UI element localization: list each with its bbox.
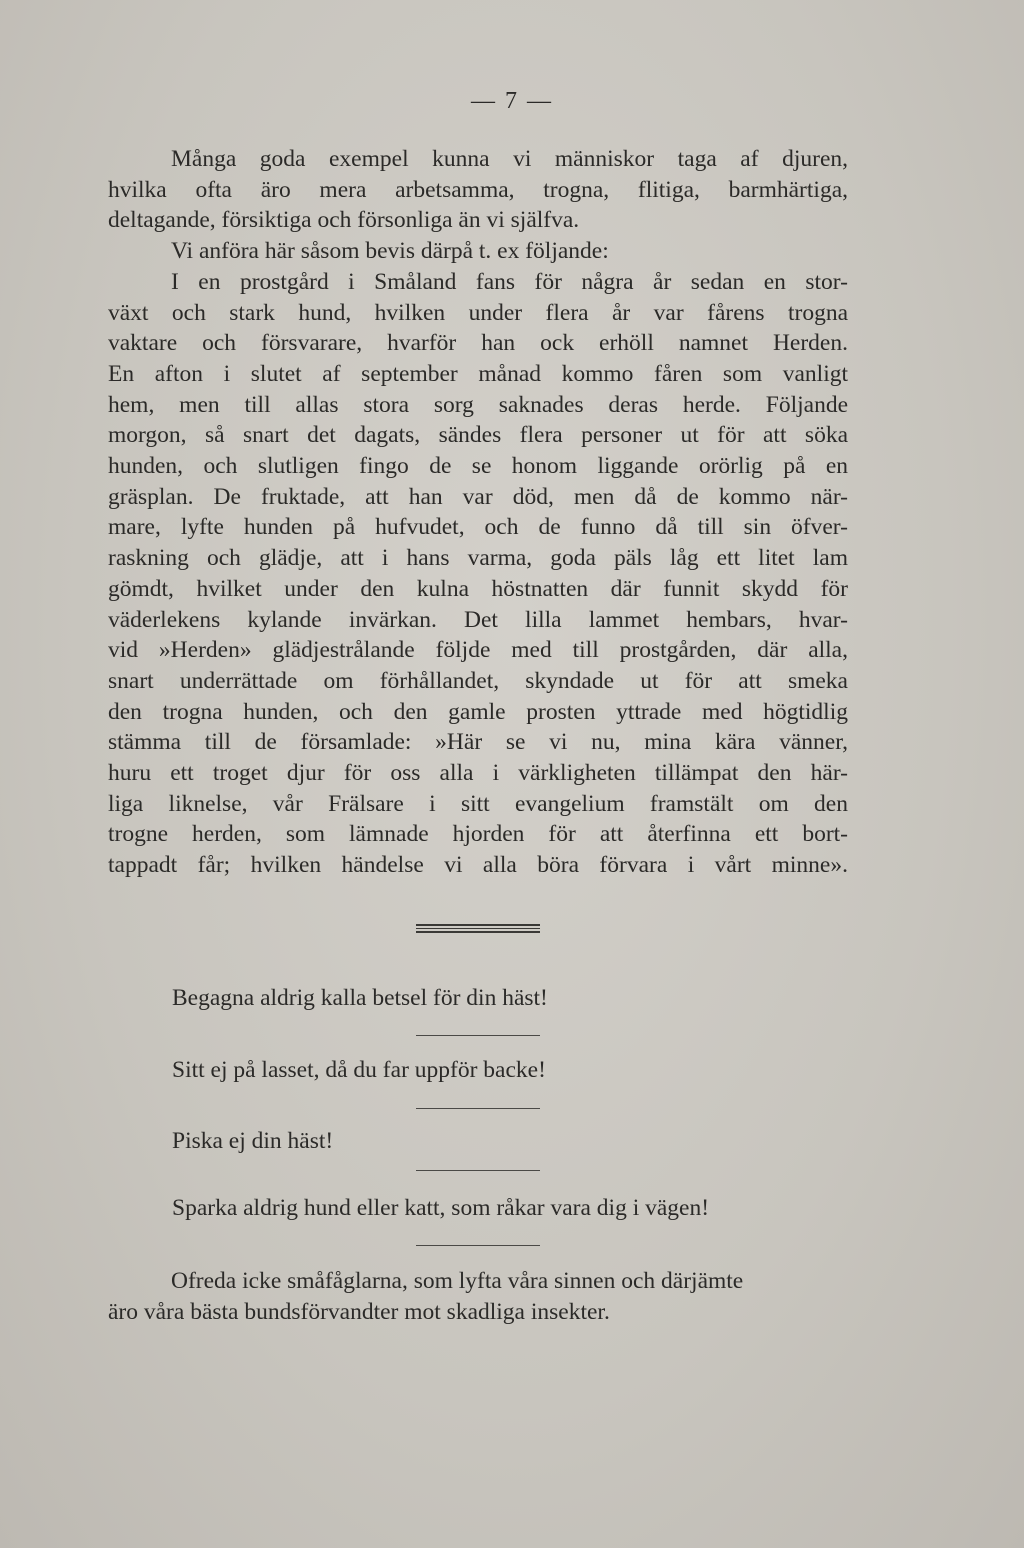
section-divider: [416, 924, 540, 933]
text-line: väderlekens kylande invärkan. Det lilla lammet hembars, hvar-: [108, 606, 848, 633]
text-line: liga liknelse, vår Frälsare i sitt evangelium framstält om den: [108, 790, 848, 817]
text-line: trogne herden, som lämnade hjorden för att återfinna ett bort-: [108, 821, 848, 848]
text-line: I en prostgård i Småland fans för några år sedan en stor-: [171, 268, 848, 295]
maxim-line: Sitt ej på lasset, då du far uppför backe!: [172, 1057, 546, 1083]
text-line: hunden, och slutligen fingo de se honom liggande orörlig på en: [108, 453, 848, 480]
maxim-divider: [416, 1108, 540, 1109]
text-line: tappadt får; hvilken händelse vi alla böra förvara i vårt minne».: [108, 852, 848, 879]
text-line: gömdt, hvilket under den kulna höstnatten där funnit skydd för: [108, 575, 848, 602]
text-line: snart underrättade om förhållandet, skyndade ut för att smeka: [108, 667, 848, 694]
text-line: den trogna hunden, och den gamle prosten yttrade med högtidlig: [108, 698, 848, 725]
text-line: hvilka ofta äro mera arbetsamma, trogna, flitiga, barmhärtiga,: [108, 176, 848, 203]
text-line: Ofreda icke småfåglarna, som lyfta våra sinnen och därjämte: [171, 1268, 744, 1294]
page-number: — 7 —: [471, 88, 553, 114]
maxim-divider: [416, 1245, 540, 1246]
text-line: huru ett troget djur för oss alla i värkligheten tillämpat den här-: [108, 760, 848, 787]
text-line: raskning och glädje, att i hans varma, goda päls låg ett litet lam: [108, 545, 848, 572]
text-line: vaktare och försvarare, hvarför han ock erhöll namnet Herden.: [108, 330, 848, 357]
maxim-divider: [416, 1170, 540, 1171]
final-maxim: [108, 1266, 848, 1328]
text-line: Vi anföra här såsom bevis därpå t. ex följande:: [171, 238, 609, 265]
text-line: morgon, så snart det dagats, sändes flera personer ut för att söka: [108, 422, 848, 449]
story-paragraph: [108, 144, 848, 881]
text-line: hem, men till allas stora sorg saknades deras herde. Följande: [108, 391, 848, 418]
text-line: mare, lyfte hunden på hufvudet, och de funno då till sin öfver-: [108, 514, 848, 541]
text-line: Många goda exempel kunna vi människor taga af djuren,: [171, 146, 848, 172]
maxim-line: Begagna aldrig kalla betsel för din häst!: [172, 985, 548, 1011]
text-line: stämma till de församlade: »Här se vi nu, mina kära vänner,: [108, 729, 848, 756]
text-line: deltagande, försiktiga och försonliga än vi själfva.: [108, 207, 580, 234]
maxim-divider: [416, 1035, 540, 1036]
text-line: En afton i slutet af september månad kommo fåren som vanligt: [108, 360, 848, 387]
text-line: gräsplan. De fruktade, att han var död, men då de kommo när-: [108, 483, 848, 510]
maxim-line: Piska ej din häst!: [172, 1128, 334, 1154]
text-line: vid »Herden» glädjestrålande följde med till prostgården, där alla,: [108, 637, 848, 664]
maxim-line: Sparka aldrig hund eller katt, som råkar vara dig i vägen!: [172, 1195, 710, 1221]
text-line: växt och stark hund, hvilken under flera år var fårens trogna: [108, 299, 848, 326]
text-line: äro våra bästa bundsförvandter mot skadliga insekter.: [108, 1299, 610, 1325]
